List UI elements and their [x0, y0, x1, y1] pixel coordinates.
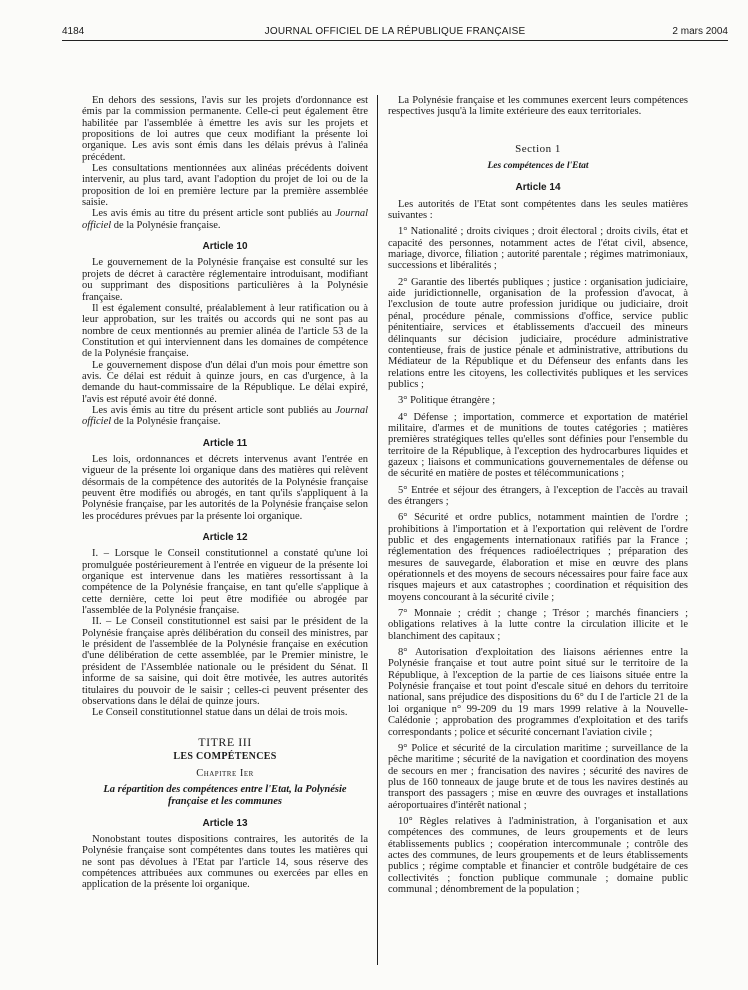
list-item: 4° Défense ; importation, commerce et exportation de matériel militaire, d'armes et de munitions de toutes catégories ; matières premières stratégiques telles qu'elles sont définies pour l'ensemble du territoire de la République, à l'exception des hydrocarbures liquides et gazeux ; liaisons et communications gouvernementales de défense ou de sécurité en matière de postes et télécommunications ;: [388, 411, 688, 480]
paragraph: Les avis émis au titre du présent article sont publiés au Journal officiel de la Polynésie française.: [82, 208, 368, 231]
section-title: Les compétences de l'Etat: [487, 161, 589, 172]
paragraph: I. – Lorsque le Conseil constitutionnel a constaté qu'une loi promulguée postérieurement à l'entrée en vigueur de la présente loi organique est intervenue dans les matières ressortissant à la compétence de la Polynésie française, en tant qu'elle s'applique à cette dernière, cette loi peut être modifiée ou abrogée par l'assemblée de la Polynésie française.: [82, 548, 368, 617]
paragraph: Le Conseil constitutionnel statue dans un délai de trois mois.: [92, 707, 348, 719]
title-subheading: LES COMPÉTENCES: [173, 750, 277, 762]
list-item: 9° Police et sécurité de la circulation maritime ; surveillance de la pêche maritime ; sécurité de la navigation et coordination des moyens de secours en mer ; francisation des navires ; sécurité des navires de plus de 160 tonneaux de jauge brute et de tous les navires destinés au transport des passagers ; mise en œuvre des ouvrages et installations aéroportuaires d'intérêt national ;: [388, 742, 688, 811]
paragraph: Il est également consulté, préalablement à leur ratification ou à leur approbation, sur les traités ou accords qui ne sont pas au nombre de ceux mentionnés au premier alinéa de l'article 53 de la Constitution et qui interviennent dans les domaines de compétence de la Polynésie française.: [82, 302, 368, 360]
chapter-heading: Chapitre Ier: [196, 768, 254, 780]
page-number: 4184: [62, 26, 85, 37]
section-heading: Section 1: [515, 142, 561, 155]
right-column: [388, 95, 688, 895]
article-heading: Article 14: [515, 182, 561, 194]
paragraph: Les avis émis au titre du présent article sont publiés au Journal officiel de la Polynésie française.: [82, 404, 368, 428]
chapter-title: La répartition des compétences entre l'Etat, la Polynésie française et les communes: [103, 783, 347, 807]
paragraph: Nonobstant toutes dispositions contraires, les autorités de la Polynésie française sont compétentes dans toutes les matières qui ne sont pas dévolues à l'Etat par l'article 14, sous réserve des compétences attribuées aux communes ou exercées par elles en application de la présente loi organique.: [82, 833, 368, 891]
list-item: 1° Nationalité ; droits civiques ; droit électoral ; droits civils, état et capacité des personnes, notamment actes de l'état civil, absence, mariage, divorce, filiation ; autorité parentale ; régimes matrimoniaux, successions et libéralités ;: [388, 226, 688, 272]
list-item: 8° Autorisation d'exploitation des liaisons aériennes entre la Polynésie française et tout autre point situé sur le territoire de la République, à l'exception de la partie de ces liaisons située entre la Polynésie française et tout point d'escale situé en dehors du territoire national, sans préjudice des dispositions du 6° du I de l'article 21 de la loi organique n° 99-209 du 19 mars 1999 relative à la Nouvelle-Calédonie ; approbation des programmes d'exploitation et des tarifs correspondants ; police et sécurité concernant l'aviation civile ;: [388, 647, 688, 738]
article-heading: Article 12: [202, 532, 248, 544]
paragraph: Le gouvernement dispose d'un délai d'un mois pour émettre son avis. Ce délai est réduit à quinze jours, en cas d'urgence, à la demande du haut-commissaire de la République. Le délai expiré, l'avis est réputé avoir été donné.: [82, 359, 368, 405]
list-item: 5° Entrée et séjour des étrangers, à l'exception de l'accès au travail des étrangers ;: [388, 484, 688, 507]
article-heading: Article 13: [202, 817, 248, 829]
publication-date: 2 mars 2004: [672, 26, 728, 37]
list-item: 3° Politique étrangère ;: [398, 395, 496, 407]
article-heading: Article 11: [202, 437, 248, 449]
article-heading: Article 10: [202, 241, 248, 253]
paragraph: Les consultations mentionnées aux alinéas précédents doivent intervenir, au plus tard, avant l'adoption du projet de loi ou de la proposition de loi en première lecture par la première assemblée saisie.: [82, 163, 368, 209]
list-item: 6° Sécurité et ordre publics, notamment maintien de l'ordre ; prohibitions à l'importation et à l'exportation qui relèvent de l'ordre public et des engagements internationaux ratifiés par la France ; réglementation des fréquences radioélectriques ; préparation des mesures de sauvegarde, élaboration et mise en œuvre des plans opérationnels et des moyens de secours nécessaires pour faire face aux risques majeurs et aux catastrophes ; coordination et réquisition des moyens concourant à la sécurité civile ;: [388, 512, 688, 603]
title-heading: TITRE III: [198, 734, 252, 749]
column-divider: [377, 95, 378, 965]
paragraph: La Polynésie française et les communes exercent leurs compétences respectives jusqu'à la limite extérieure des eaux territoriales.: [388, 95, 688, 118]
paragraph: Les autorités de l'Etat sont compétentes dans les seules matières suivantes :: [388, 198, 688, 222]
journal-title: JOURNAL OFFICIEL DE LA RÉPUBLIQUE FRANÇAISE: [264, 26, 526, 37]
list-item: 7° Monnaie ; crédit ; change ; Trésor ; marchés financiers ; obligations relatives à la lutte contre la circulation illicite et le blanchiment des capitaux ;: [388, 608, 688, 642]
list-item: 2° Garantie des libertés publiques ; justice : organisation judiciaire, aide juridictionnelle, organisation de la profession d'avocat, à l'exclusion de toute autre profession juridique ou judiciaire, droit pénal, procédure pénale, commissions d'office, service public pénitentiaire, services et établissements d'accueil des mineurs délinquants sur décision judiciaire, procédure administrative contentieuse, frais de justice pénale et administrative, attributions du Médiateur de la République et du Défenseur des enfants dans les relations entre les citoyens, les collectivités publiques et les services publics ;: [388, 276, 688, 390]
list-item: 10° Règles relatives à l'administration, à l'organisation et aux compétences des communes, de leurs groupements et de leurs établissements publics ; coopération intercommunale ; contrôle des actes des communes, de leurs groupements et de leurs établissements publics ; régime comptable et financier et contrôle budgétaire de ces collectivités ; fonction publique communale ; domaine public communal ; dénombrement de la population ;: [388, 815, 688, 895]
paragraph: Les lois, ordonnances et décrets intervenus avant l'entrée en vigueur de la présente loi organique dans des matières qui relèvent désormais de la compétence des autorités de la Polynésie française peuvent être modifiés ou abrogés, en tant qu'ils s'appliquent à la Polynésie française, par les autorités de la Polynésie française selon les procédures prévues par la présente loi organique.: [82, 453, 368, 522]
header-rule: [62, 40, 728, 41]
left-column: [82, 95, 368, 891]
paragraph: II. – Le Conseil constitutionnel est saisi par le président de la Polynésie française après délibération du conseil des ministres, par le président de l'assemblée de la Polynésie française en exécution d'une délibération de cette assemblée, par le Premier ministre, le président de l'Assemblée nationale ou le président du Sénat. Il informe de sa saisine, qui doit être motivée, les autres autorités titulaires du pouvoir de le saisir ; celles-ci peuvent présenter des observations dans le délai de quinze jours.: [82, 616, 368, 707]
page-header: [62, 26, 728, 40]
paragraph: En dehors des sessions, l'avis sur les projets d'ordonnance est émis par la commission permanente. Celle-ci peut également être habilitée par l'assemblée à émettre les avis sur les projets et propositions de loi autres que ceux modifiant la présente loi organique. Les avis sont émis dans les délais prévus à l'alinéa précédent.: [82, 95, 368, 163]
paragraph: Le gouvernement de la Polynésie française est consulté sur les projets de décret à caractère réglementaire introduisant, modifiant ou supprimant des dispositions particulières à la Polynésie française.: [82, 257, 368, 303]
